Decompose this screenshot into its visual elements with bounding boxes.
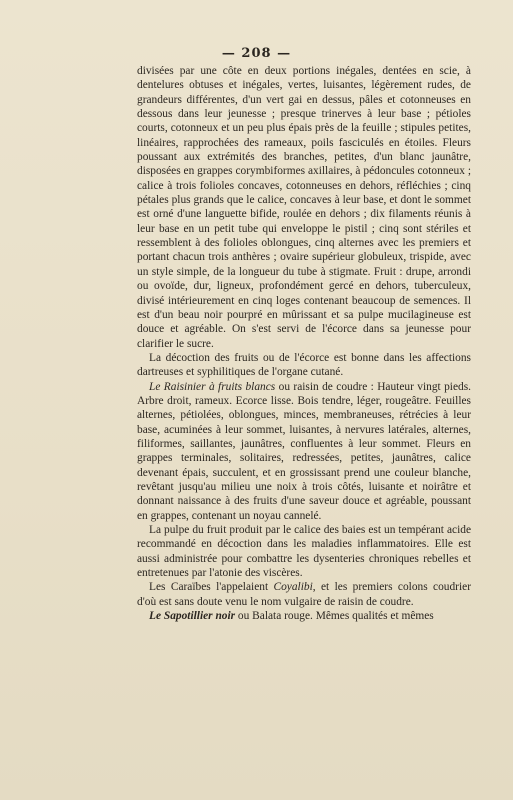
species-name-raisinier: Le Raisinier à fruits blancs bbox=[149, 380, 276, 393]
caraibes-before: Les Caraïbes l'appelaient bbox=[149, 581, 274, 594]
text-body bbox=[137, 64, 471, 623]
paragraph-raisinier bbox=[137, 380, 471, 523]
page-number: — 208 — bbox=[221, 46, 292, 61]
paragraph-pulpe: La pulpe du fruit produit par le calice des baies est un tempérant acide recommandé en décoction dans les maladies inflammatoires. Elle est aussi administrée pour combattre les dysenteries chroniques rebelles et entretenues par l'atonie des viscères. bbox=[137, 524, 471, 580]
native-name-coyalibi: Coyalibi bbox=[273, 581, 313, 594]
raisinier-text: ou raisin de coudre : Hauteur vingt pieds. Arbre droit, rameux. Ecorce lisse. Bois tendre, léger, rougeâtre. Feuilles alternes, pétiolées, oblongues, minces, membraneuses, rétrécies à leur base, acuminées à leur sommet, luisantes, à nervures latérales, alternes, filiformes, saillantes, jaunâtres, confluentes à leur sommet. Fleurs en grappes terminales, solitaires, redressées, petites, jaunâtres, calice devenant épais, succulent, et en grossissant prend une couleur blanche, revêtant jusqu'au milieu une noix à trois côtés, luisante et noirâtre et donnant naissance à des fruits d'une saveur douce et agréable, poussant en grappes, contenant un noyau cannelé. bbox=[137, 380, 471, 522]
paragraph-description: divisées par une côte en deux portions inégales, dentées en scie, à dentelures obtuses et inégales, vertes, luisantes, légèrement rudes, de grandeurs différentes, d'un vert gai en dessus, pâles et cotonneuses en dessous dans leur jeunesse ; presque trinerves à leur base ; pétioles courts, cotonneux et un peu plus épais près de la feuille ; stipules petites, linéaires, rapprochées des rameaux, poils fasciculés en étoiles. Fleurs poussant aux extrémités des branches, petites, d'un blanc jaunâtre, disposées en grappes corymbiformes axillaires, à pédoncules cotonneux ; calice à trois folioles concaves, cotonneuses en dehors, réfléchies ; cinq pétales plus grands que le calice, concaves à leur base, et dont le sommet est orné d'une languette bifide, roulée en dehors ; dix filaments réunis à leur base en un petit tube qui enveloppe le pistil ; cinq sont stériles et ressemblent à des folioles oblongues, cinq alternes avec les premiers et portant chacun trois anthères ; ovaire supérieur globuleux, trispide, avec un style simple, de la longueur du tube à stigmate. Fruit : drupe, arrondi ou ovoïde, dur, ligneux, profondément gercé en dehors, tuberculeux, divisé intérieurement en cinq loges contenant beaucoup de semences. Il est d'un beau noir pourpré en mûrissant et sa pulpe mucilagineuse est douce et agréable. On s'est servi de l'écorce dans sa jeunesse pour clarifier le sucre. bbox=[137, 65, 471, 350]
paragraph-caraibes bbox=[137, 580, 471, 609]
paragraph-sapotillier bbox=[137, 609, 471, 623]
species-name-sapotillier: Le Sapotillier noir bbox=[149, 610, 236, 623]
paragraph-decoction: La décoction des fruits ou de l'écorce est bonne dans les affections dartreuses et syphilitiques de l'organe cutané. bbox=[137, 351, 471, 379]
caraibes-after: , et les premiers colons coudrier d'où est sans doute venu le nom vulgaire de raisin de coudre. bbox=[137, 581, 471, 608]
sapotillier-text: ou Balata rouge. Mêmes qualités et mêmes bbox=[235, 610, 434, 623]
